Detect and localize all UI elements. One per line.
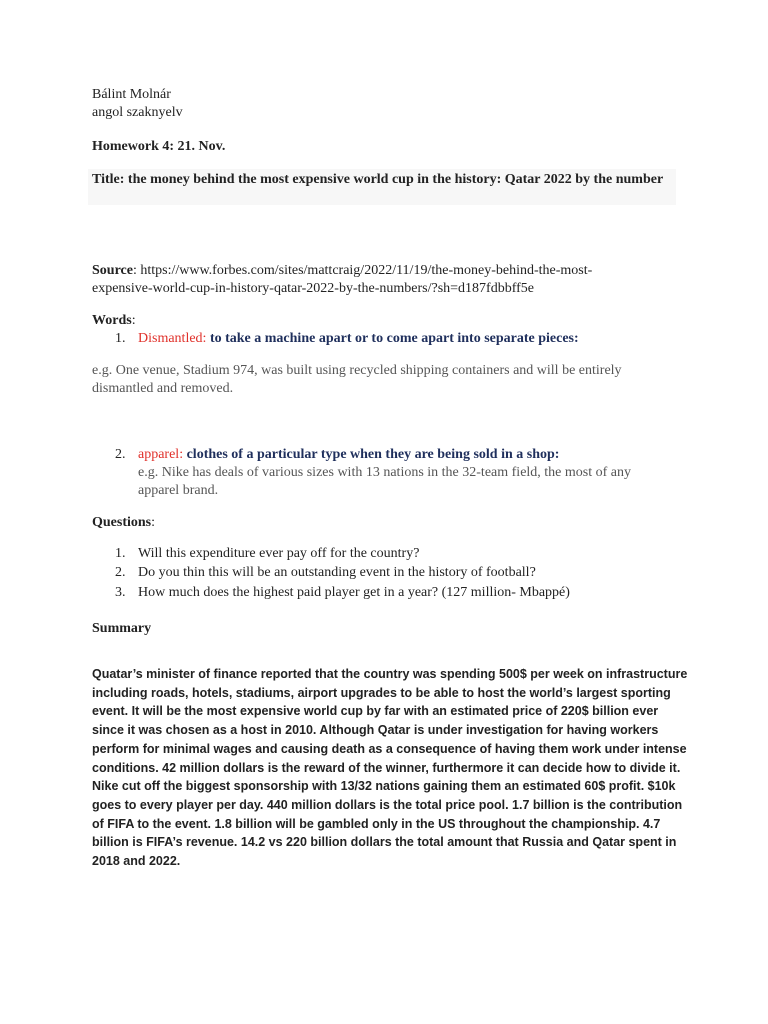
word-1-term: Dismantled: <box>138 331 207 346</box>
summary-line: Quatar’s minister of finance reported that the country was spending 500$ per week on infrastructure <box>92 667 688 681</box>
word-2-example: e.g. Nike has deals of various sizes with 13 nations in the 32-team field, the most of any apparel brand. <box>138 465 632 498</box>
summary-line: including roads, hotels, stadiums, airport upgrades to be able to host the world’s largest sporting <box>92 685 671 700</box>
word-1-number: 1. <box>115 331 126 346</box>
homework-heading: Homework 4: 21. Nov. <box>92 139 226 154</box>
word-1-example: e.g. One venue, Stadium 974, was built using recycled shipping containers and will be entirely dismantled and removed. <box>92 363 622 396</box>
summary-line: conditions. 42 million dollars is the reward of the winner, furthermore it can decide how to divide it. <box>92 760 681 775</box>
source-separator: : <box>132 263 141 278</box>
summary-line: event. It will be the most expensive world cup by far with an estimated price of 220$ billion ever <box>92 704 659 719</box>
words-colon: : <box>131 313 136 328</box>
words-heading <box>92 312 682 330</box>
source-url-continued[interactable]: expensive-world-cup-in-history-qatar-2022-by-the-numbers/?sh=d187fdbbff5e <box>92 281 535 296</box>
summary-line: perform for minimal wages and causing death as a consequence of having them work under intense <box>92 741 687 756</box>
source-label: Source <box>92 263 133 278</box>
question-3-text: How much does the highest paid player get in a year? (127 million- Mbappé) <box>138 585 570 600</box>
summary-line: billion is FIFA’s revenue. 14.2 vs 220 billion dollars the total amount that Russia and Qatar spent in <box>92 835 677 850</box>
question-2-number: 2. <box>115 565 126 580</box>
words-label: Words <box>92 313 132 328</box>
summary-line: goes to every player per day. 440 million dollars is the total price pool. 1.7 billion is the contribution <box>92 797 683 812</box>
word-2-entry <box>138 446 678 464</box>
questions-colon: : <box>151 515 156 530</box>
word-1-definition: to take a machine apart or to come apart into separate pieces: <box>209 331 579 346</box>
word-2-definition: clothes of a particular type when they are being sold in a shop: <box>186 447 560 462</box>
summary-line: 2018 and 2022. <box>92 854 181 869</box>
word-2-number: 2. <box>115 447 126 462</box>
document-title: Title: the money behind the most expensive world cup in the history: Qatar 2022 by the number <box>92 172 664 187</box>
word-1-entry <box>138 330 678 348</box>
source-line <box>92 262 682 280</box>
word-2-term: apparel: <box>138 447 184 462</box>
question-1-text: Will this expenditure ever pay off for the country? <box>138 546 420 561</box>
question-2-text: Do you thin this will be an outstanding event in the history of football? <box>138 565 536 580</box>
question-1-number: 1. <box>115 546 126 561</box>
summary-line: Nike cut off the biggest sponsorship with 13/32 nations gaining them an estimated 60$ profit. $10k <box>92 779 676 794</box>
summary-body <box>92 665 692 871</box>
questions-label: Questions <box>92 515 152 530</box>
author-name: Bálint Molnár <box>92 87 171 102</box>
summary-line: of FIFA to the event. 1.8 billion will be gambled only in the US throughout the championship. 4.7 <box>92 816 661 831</box>
summary-line: since it was chosen as a host in 2010. Although Qatar is under investigation for having workers <box>92 723 659 738</box>
author-program: angol szaknyelv <box>92 105 183 120</box>
source-url-part-1[interactable]: https://www.forbes.com/sites/mattcraig/2022/11/19/the-money-behind-the-most- <box>140 263 593 278</box>
question-3-number: 3. <box>115 585 126 600</box>
questions-heading <box>92 514 682 532</box>
summary-heading: Summary <box>92 621 152 636</box>
